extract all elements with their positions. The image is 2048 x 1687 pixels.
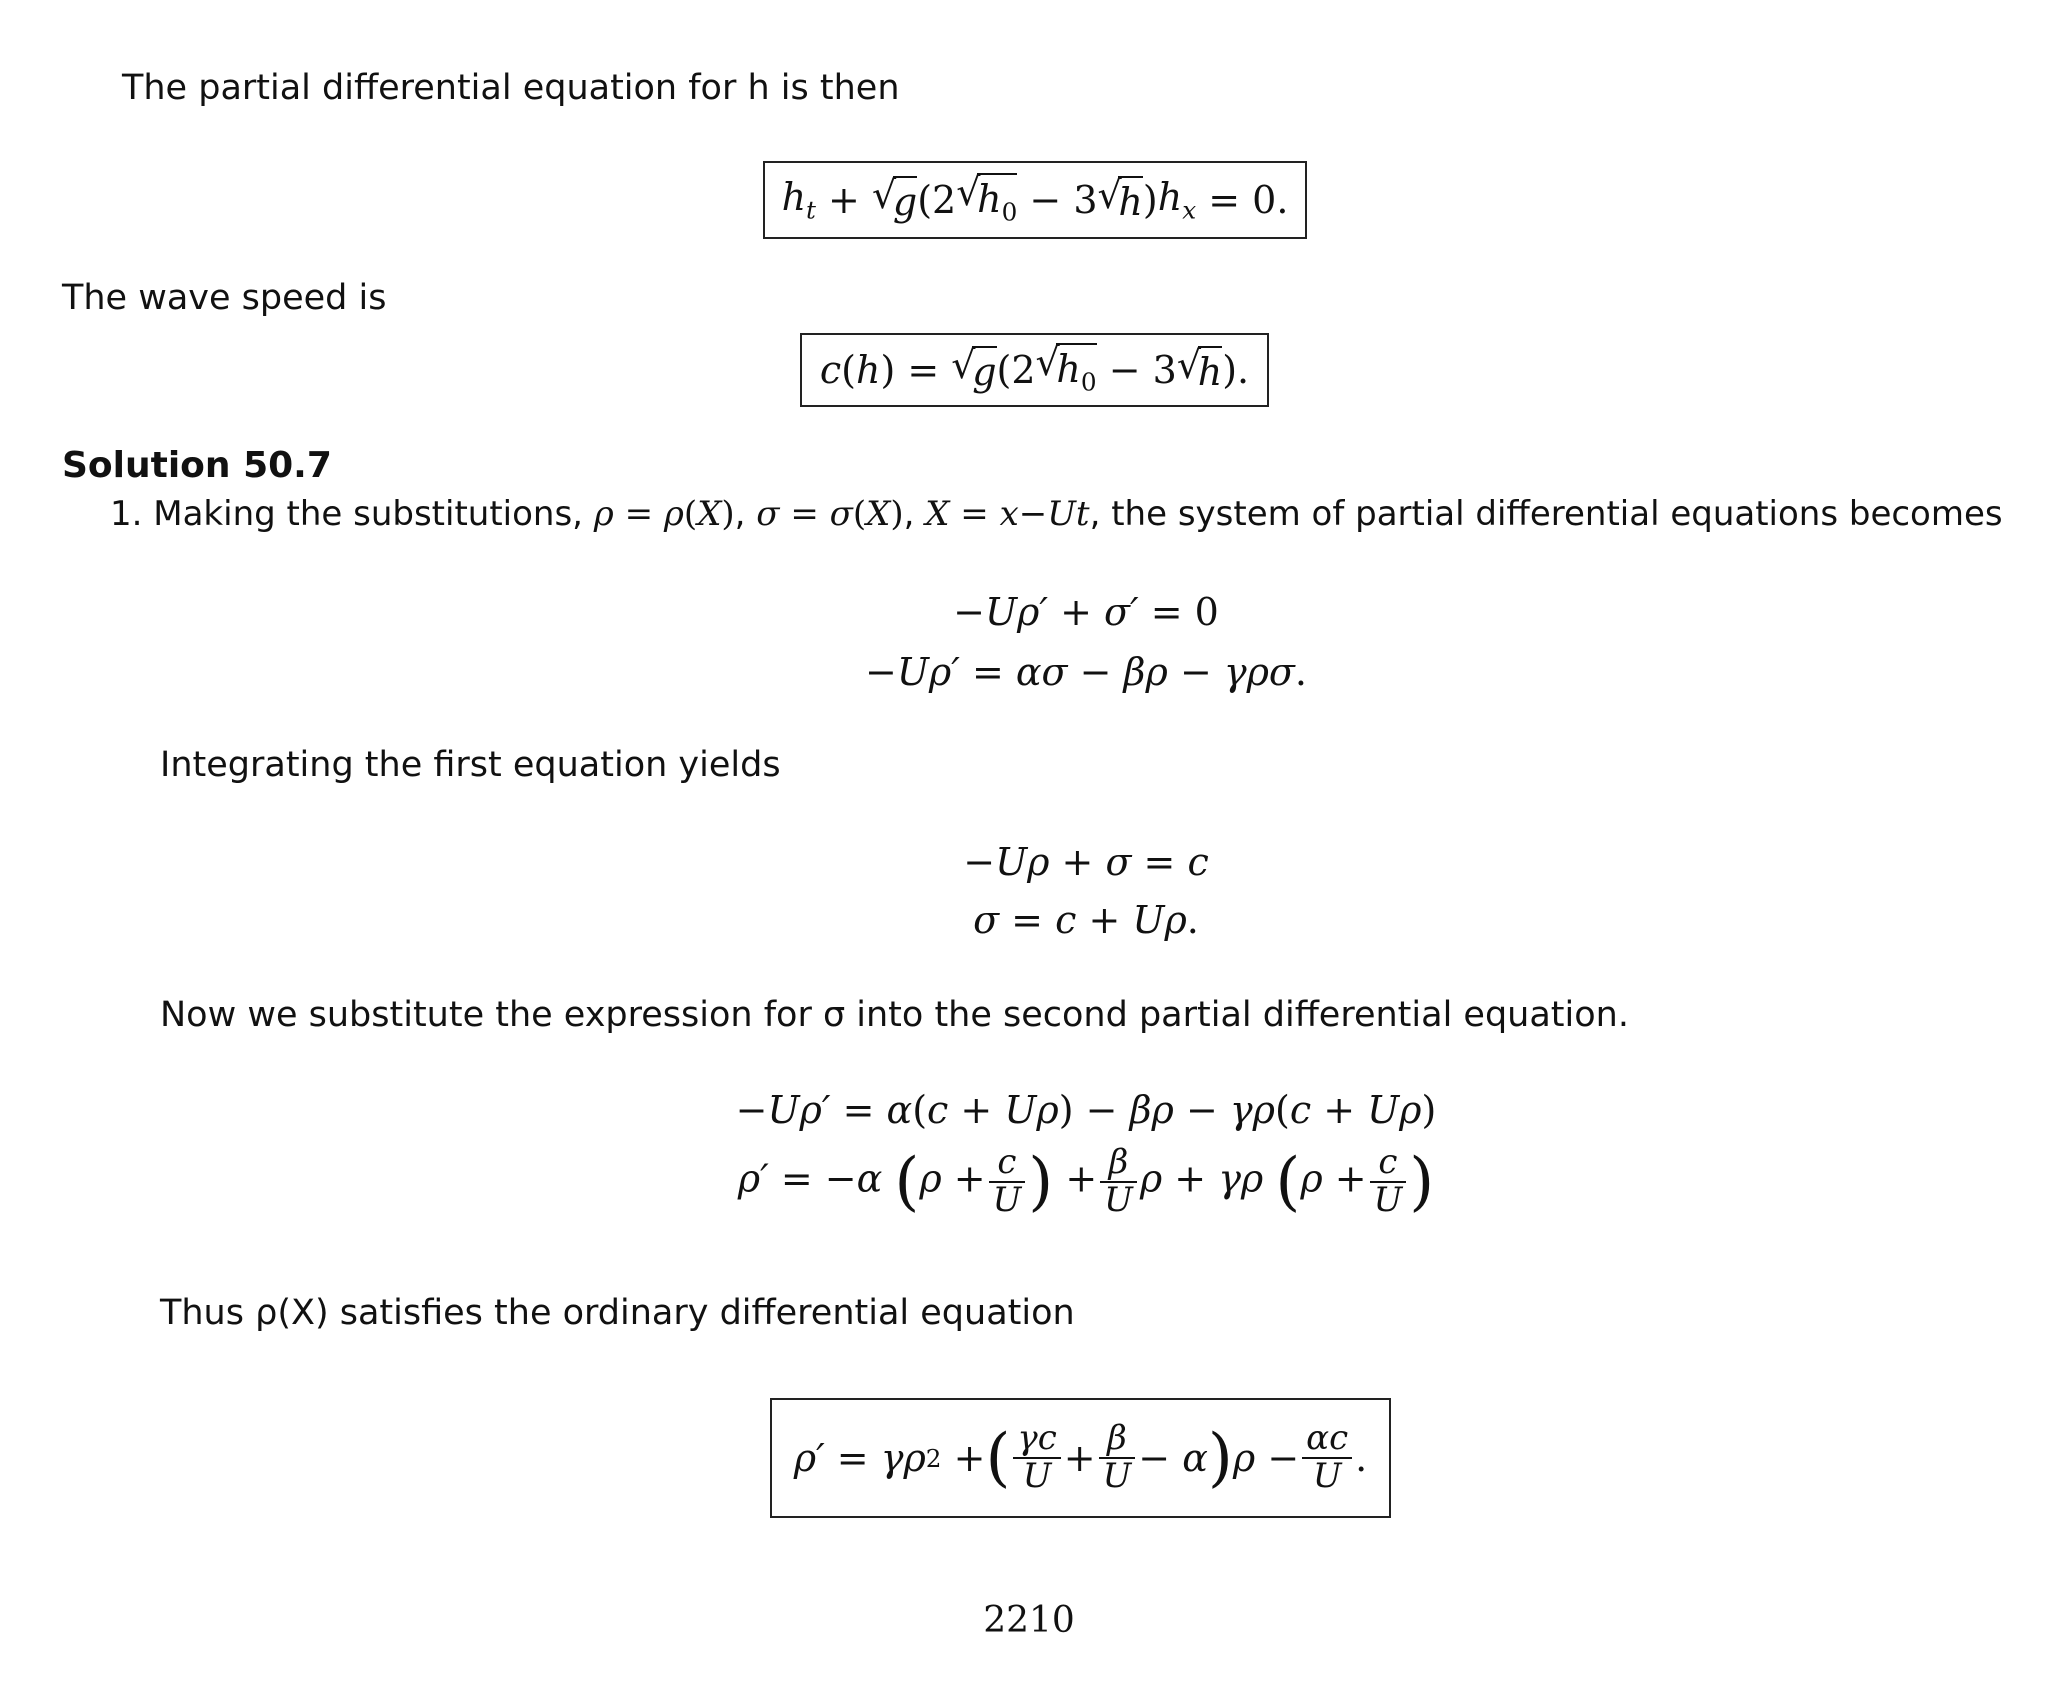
page-number: 2210 [983, 1600, 1075, 1641]
intro-text-content: The partial differential equation for h is then [122, 68, 900, 108]
thus-text: Thus ρ(X) satisfies the ordinary differential equation [160, 1293, 1075, 1333]
integrated-equation-2: σ = c + Uρ. [973, 898, 1199, 942]
substituted-equation-1: −Uρ′ = α(c + Uρ) − βρ − γρ(c + Uρ) [735, 1088, 1437, 1132]
system-equation-1: −Uρ′ + σ′ = 0 [953, 590, 1219, 634]
pde-boxed-equation: $h_t$ + √ g (2 √ $h_0$ − 3 √ h ) $h_x$ = 0. [763, 161, 1307, 239]
ode-boxed-equation: ρ′ = γρ 2 + ( $\frac{\gamma c}{U}$ + $\frac{\beta}{U}$ − α ) ρ − $\frac{\alpha c}{U}$ . [770, 1398, 1391, 1518]
wave-speed-text: The wave speed is [62, 278, 387, 318]
wave-speed-boxed-equation: c ( h ) = √ g (2 √ $h_0$ − 3 √ h ). [800, 333, 1269, 407]
item-1-text: 1. Making the substitutions, ρ = ρ(X), σ = σ(X), X = x−Ut, the system of partial differential equations becomes [110, 494, 2003, 534]
system-equation-2: −Uρ′ = ασ − βρ − γρσ. [865, 650, 1307, 694]
integrated-equation-1: −Uρ + σ = c [963, 840, 1209, 884]
integrating-text: Integrating the first equation yields [160, 745, 781, 785]
item-text-start: Making the substitutions, [153, 494, 583, 534]
substitute-text: Now we substitute the expression for σ into the second partial differential equation. [160, 995, 1629, 1035]
intro-text [122, 68, 900, 108]
item-number: 1. [110, 494, 143, 534]
substituted-equation-2: ρ′ = −α (ρ + $\frac{c}{U}$ ) + $\frac{\beta}{U}$ ρ + γρ (ρ + $\frac{c}{U}$ ) [737, 1142, 1435, 1220]
item-text-end: the system of partial differential equations becomes [1111, 494, 2003, 534]
solution-heading: Solution 50.7 [62, 445, 332, 486]
